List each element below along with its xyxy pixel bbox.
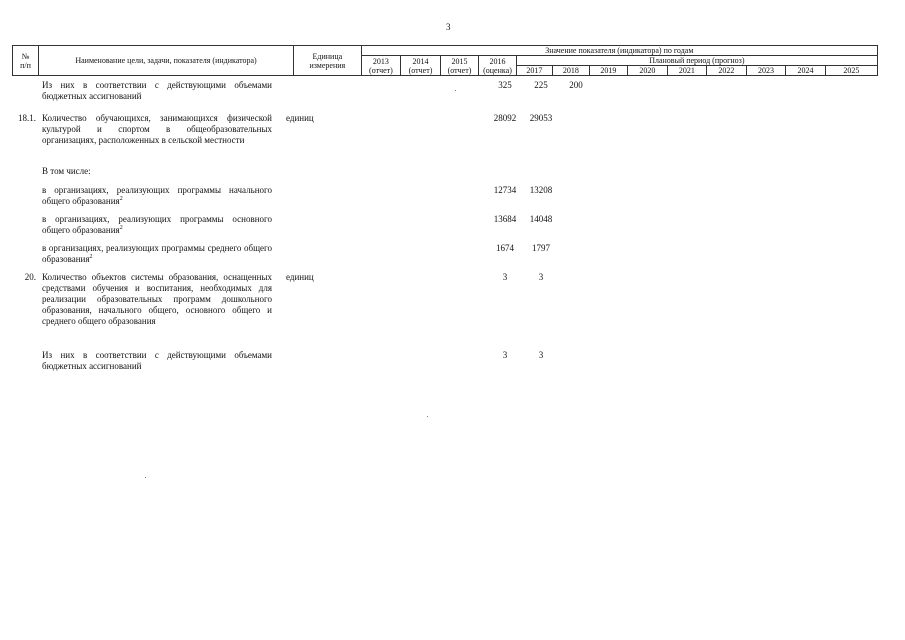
header-year-2014: 2014 (отчет) (401, 56, 441, 76)
value-2017: 14048 (529, 214, 553, 224)
row-indicator-name: Из них в соответствии с действующими объемами бюджетных ассигнований (42, 80, 272, 101)
value-2016: 325 (498, 80, 512, 90)
value-2017: 3 (538, 272, 544, 282)
value-2016: 1674 (496, 243, 514, 253)
row-number: 18.1. (18, 113, 36, 123)
header-values-by-year: Значение показателя (индикатора) по годам (361, 46, 877, 56)
header-year-2023: 2023 (746, 66, 786, 76)
value-2016: 28092 (493, 113, 517, 123)
scan-speck (145, 477, 146, 478)
header-year-2015: 2015 (отчет) (440, 56, 479, 76)
row-indicator-name: В том числе: (42, 166, 91, 176)
row-indicator-name: Количество обучающихся, занимающихся физической культурой и спортом в общеобразовательных организациях, расположенных в сельской местности (42, 113, 272, 145)
row-unit: единиц (286, 113, 314, 123)
value-2016: 3 (502, 272, 508, 282)
header-year-2017: 2017 (516, 66, 552, 76)
row-number: 20. (24, 272, 36, 282)
value-2017: 1797 (532, 243, 550, 253)
scan-speck (455, 90, 456, 91)
row-unit: единиц (286, 272, 314, 282)
indicator-table-header (12, 45, 878, 76)
row-indicator-name: Из них в соответствии с действующими объемами бюджетных ассигнований (42, 350, 272, 371)
header-unit: Единица измерения (294, 46, 362, 76)
header-year-2021: 2021 (667, 66, 707, 76)
value-2016: 13684 (493, 214, 517, 224)
header-year-2022: 2022 (707, 66, 747, 76)
row-indicator-name: в организациях, реализующих программы среднего общего образования$^2$ (42, 243, 272, 264)
header-year-2020: 2020 (628, 66, 668, 76)
value-2017: 29053 (529, 113, 553, 123)
value-2017: 13208 (529, 185, 553, 195)
header-year-2025: 2025 (825, 66, 877, 76)
value-2017: 225 (534, 80, 548, 90)
value-2016: 12734 (493, 185, 517, 195)
header-plan-period: Плановый период (прогноз) (516, 56, 877, 66)
header-year-2016: 2016 (оценка) (479, 56, 516, 76)
header-year-2024: 2024 (786, 66, 826, 76)
header-year-2018: 2018 (553, 66, 589, 76)
header-year-2013: 2013 (отчет) (361, 56, 401, 76)
row-indicator-name: в организациях, реализующих программы начального общего образования$^2$ (42, 185, 272, 206)
value-2018: 200 (569, 80, 583, 90)
scan-speck (427, 416, 428, 417)
header-year-2019: 2019 (589, 66, 628, 76)
header-row-number: № п/п (13, 46, 39, 76)
page-number: 3 (446, 22, 451, 32)
value-2017: 3 (538, 350, 544, 360)
value-2016: 3 (502, 350, 508, 360)
row-indicator-name: в организациях, реализующих программы основного общего образования$^2$ (42, 214, 272, 235)
row-indicator-name: Количество объектов системы образования, оснащенных средствами обучения и воспитания, необходимых для реализации образовательных программ дошкольного образования, начального общего, основного общего и среднего общего образования (42, 272, 272, 326)
header-indicator-name: Наименование цели, задачи, показателя (индикатора) (39, 46, 294, 76)
